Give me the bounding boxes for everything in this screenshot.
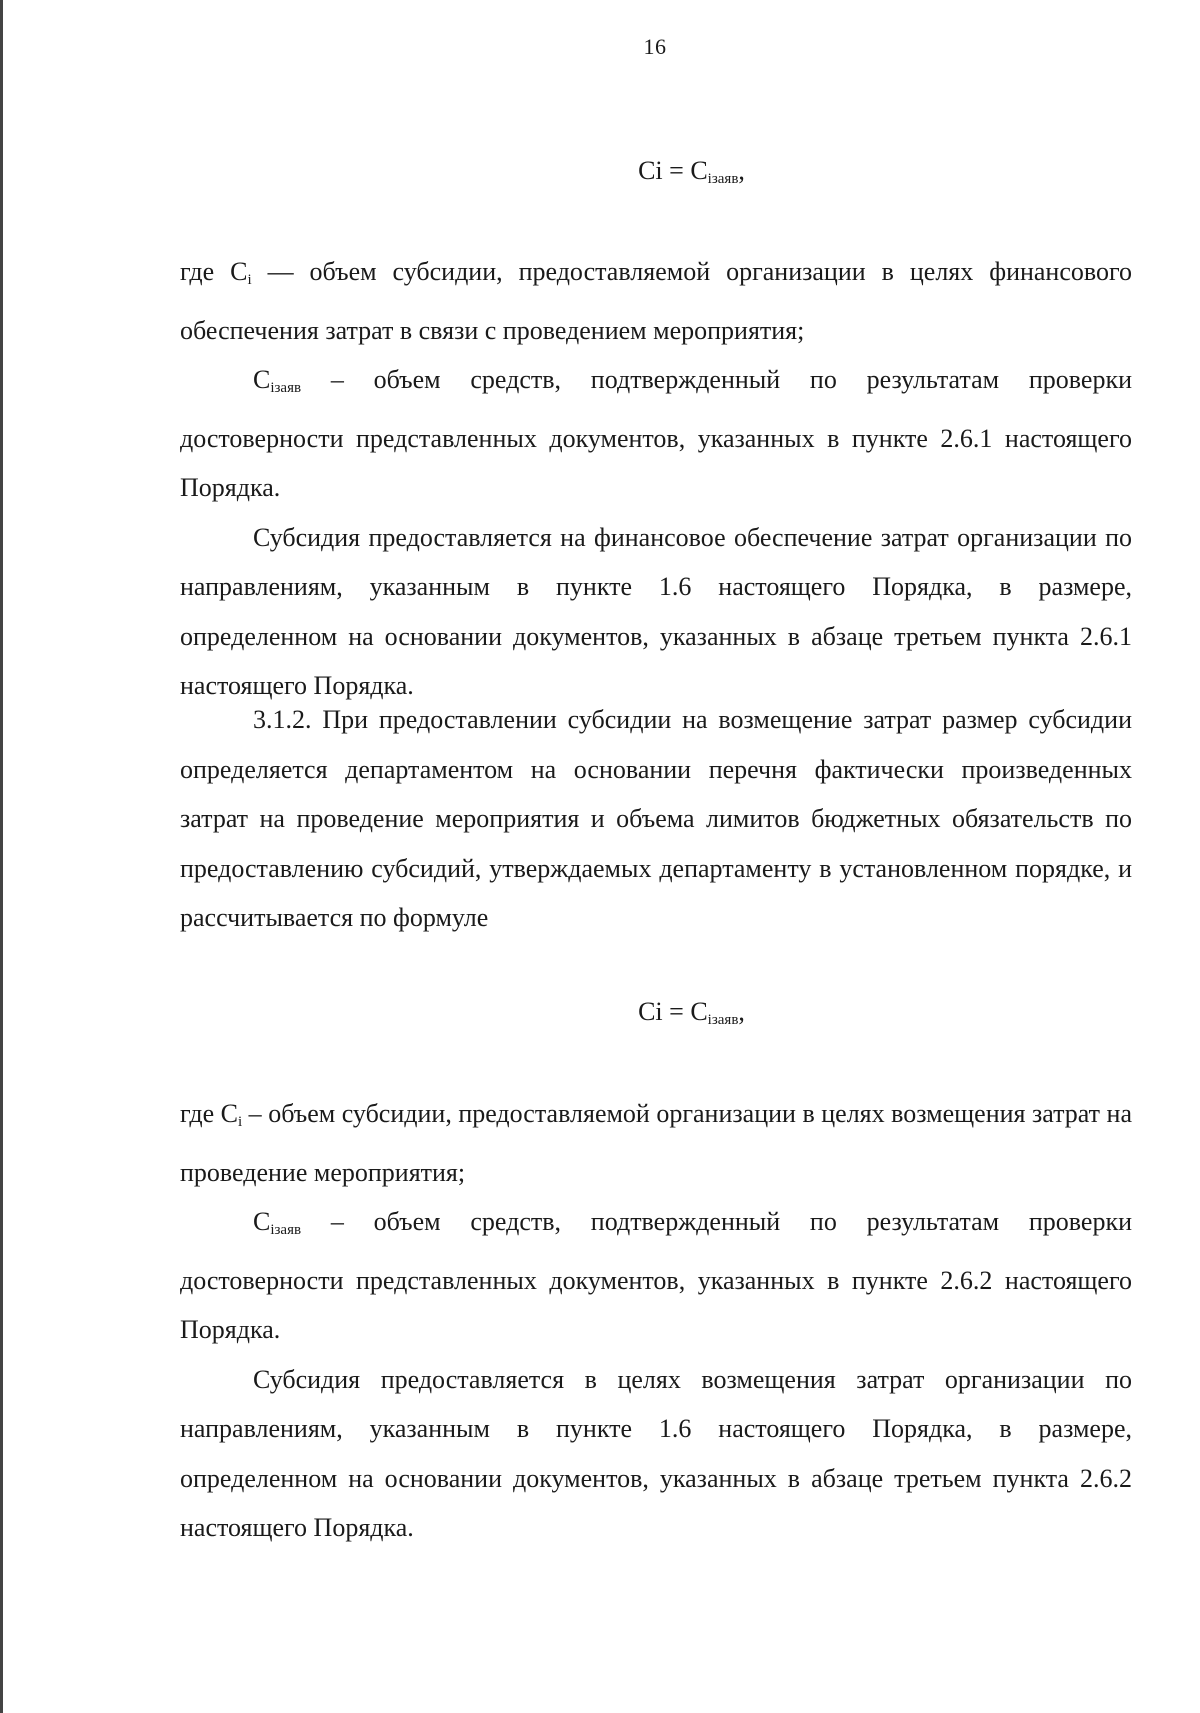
definition-ci-subscript: i bbox=[238, 1114, 243, 1130]
definition-ci-subscript: i bbox=[247, 272, 252, 288]
definition-ci-zayav-subscript: iзаяв bbox=[270, 380, 302, 396]
formula-subscript: iзаяв bbox=[707, 1012, 739, 1028]
formula-1 bbox=[0, 156, 1200, 188]
page-number: 16 bbox=[643, 34, 667, 59]
section-1-text bbox=[180, 247, 1132, 711]
definition-ci-zayav-subscript: iзаяв bbox=[270, 1222, 302, 1238]
definition-ci-zayav-2 bbox=[180, 1197, 1132, 1355]
definition-ci-text: – объем субсидии, предоставляемой организации в целях возмещения затрат на проведение мероприятия; bbox=[180, 1099, 1132, 1187]
formula-2 bbox=[0, 997, 1200, 1029]
scan-edge bbox=[0, 0, 3, 1713]
definition-ci-2 bbox=[180, 1089, 1132, 1197]
formula-tail: , bbox=[738, 156, 745, 185]
definition-ci-text: — объем субсидии, предоставляемой организации в целях финансового обеспечения затрат в связи с проведением мероприятия; bbox=[180, 257, 1133, 345]
formula-base: Ci = C bbox=[638, 156, 708, 185]
formula-subscript: iзаяв bbox=[707, 171, 739, 187]
definition-ci-zayav-text: – объем средств, подтвержденный по результатам проверки достоверности представленных документов, указанных в пункте 2.6.2 настоящего Порядка. bbox=[180, 1207, 1132, 1344]
definition-ci-zayav bbox=[180, 355, 1132, 513]
definition-ci-zayav-text: – объем средств, подтвержденный по результатам проверки достоверности представленных документов, указанных в пункте 2.6.1 настоящего Порядка. bbox=[180, 365, 1132, 502]
formula-tail: , bbox=[738, 997, 745, 1026]
definition-ci bbox=[180, 247, 1132, 355]
definition-ci-zayav-base: C bbox=[253, 365, 271, 394]
clause-3-1-2 bbox=[180, 695, 1132, 943]
clause-3-1-2-text: 3.1.2. При предоставлении субсидии на возмещение затрат размер субсидии определяется департаментом на основании перечня фактически произведенных затрат на проведение мероприятия и объема лимитов бюджетных обязательств по предоставлению субсидий, утверждаемых департаменту в установленном порядке, и рассчитывается по формуле bbox=[180, 705, 1132, 932]
subsidy-paragraph-2: Субсидия предоставляется в целях возмещения затрат организации по направлениям, указанным в пункте 1.6 настоящего Порядка, в размере, определенном на основании документов, указанных в абзаце третьем пункта 2.6.2 настоящего Порядка. bbox=[180, 1364, 1132, 1542]
definition-ci-zayav-base: C bbox=[253, 1207, 271, 1236]
definition-ci-prefix: где C bbox=[180, 257, 248, 286]
formula-base: Ci = C bbox=[638, 997, 708, 1026]
definition-ci-prefix: где C bbox=[180, 1099, 238, 1128]
section-2-text bbox=[180, 1089, 1132, 1553]
subsidy-paragraph-1: Субсидия предоставляется на финансовое обеспечение затрат организации по направлениям, указанным в пункте 1.6 настоящего Порядка, в размере, определенном на основании документов, указанных в абзаце третьем пункта 2.6.1 настоящего Порядка. bbox=[180, 522, 1132, 700]
